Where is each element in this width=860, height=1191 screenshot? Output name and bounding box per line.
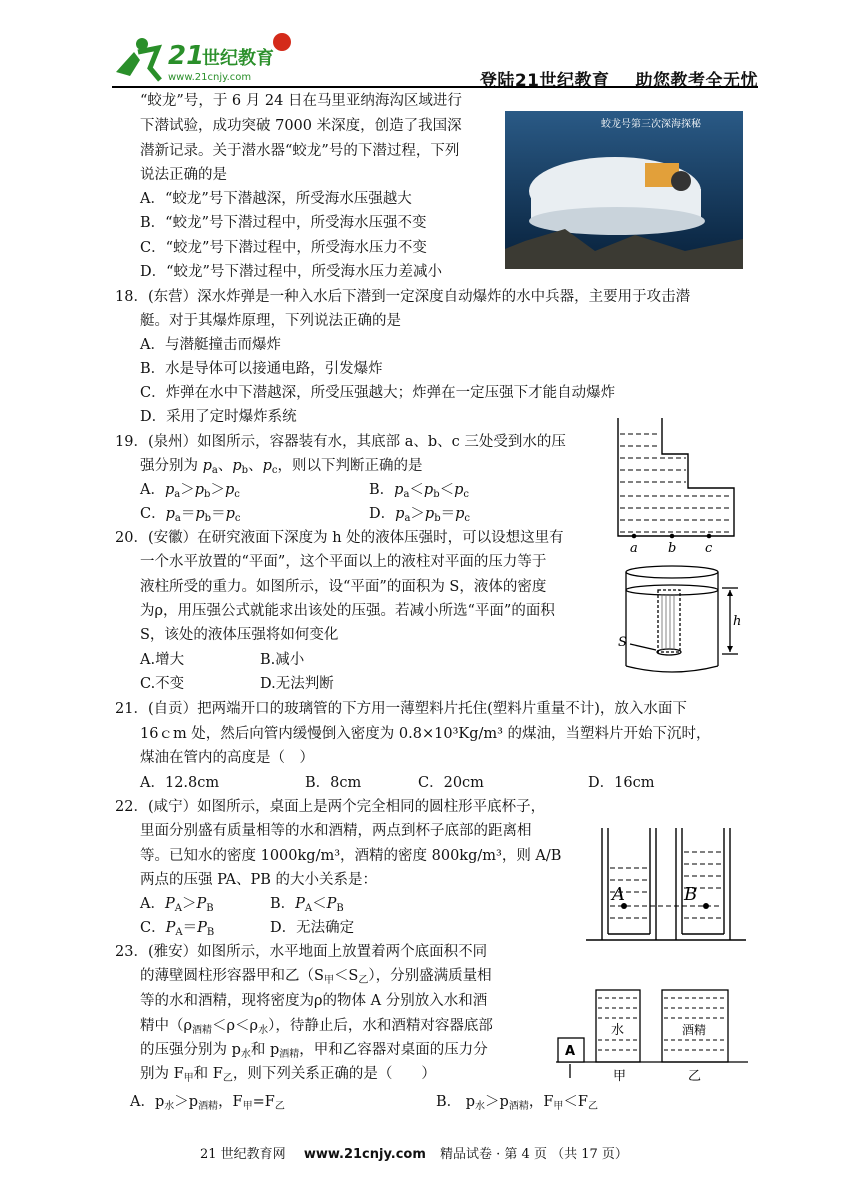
page-footer <box>200 1143 628 1162</box>
q23-containers-diagram <box>556 984 750 1086</box>
q20-line: 为ρ，用压强公式就能求出该处的压强。若减小所选“平面”的面积 <box>140 603 555 619</box>
label-h: h <box>733 614 742 629</box>
q17-option-b: B．“蛟龙”号下潜过程中，所受海水压强不变 <box>140 215 427 231</box>
q18-option-c: C．炸弹在水中下潜越深，所受压强越大；炸弹在一定压强下才能自动爆炸 <box>140 385 616 401</box>
photo-caption: 蛟龙号第三次深海探秘 <box>601 119 701 130</box>
q19-container-diagram <box>612 414 742 556</box>
q23-line: 的薄壁圆柱形容器甲和乙$(S_甲<S_乙)$，分别盛满质量相 <box>140 968 492 986</box>
q17-option-a: A．“蛟龙”号下潜越深，所受海水压强越大 <box>140 191 412 207</box>
svg-text:21: 21 <box>168 41 205 71</box>
footer-page: 精品试卷 · 第 4 页 （共 17 页） <box>440 1147 628 1162</box>
q21-line: 21．(自贡）把两端开口的玻璃管的下方用一薄塑料片托住(塑料片重量不计)，放入水面下 <box>115 701 687 717</box>
q17-line: 说法正确的是 <box>140 167 227 183</box>
slogan-2: 助您教考全无忧 <box>635 71 758 91</box>
q19-line-post: ，则以下判断正确的是 <box>277 458 423 474</box>
q22-line: 22．(咸宁）如图所示，桌面上是两个完全相同的圆柱形平底杯子， <box>115 799 546 815</box>
q21-line: 煤油在管内的高度是（ ） <box>140 750 314 766</box>
q18-line: 艇。对于其爆炸原理，下列说法正确的是 <box>140 313 401 329</box>
q19-line: 强分别为 $p_a$、$p_b$、$p_c$，则以下判断正确的是 <box>140 458 423 476</box>
q22-line: 两点的压强 PA、PB 的大小关系是： <box>140 872 378 888</box>
label-A: A <box>612 884 625 905</box>
label-b: b <box>668 541 677 556</box>
q17-line: 潜新记录。关于潜水器“蛟龙”号的下潜过程，下列 <box>140 143 460 159</box>
q22-cups-diagram <box>586 822 748 944</box>
q22-line: 等。已知水的密度 1000kg/m³，酒精的密度 800kg/m³，则 A/B <box>140 848 562 864</box>
q18-option-a: A．与潜艇撞击而爆炸 <box>140 337 281 353</box>
water-label: 水 <box>611 1023 625 1038</box>
q17-option-c: C．“蛟龙”号下潜过程中，所受海水压力不变 <box>140 240 427 256</box>
q18-option-b: B．水是导体可以接通电路，引发爆炸 <box>140 361 383 377</box>
container-yi-label: 乙 <box>688 1069 702 1084</box>
q22-option-d: D．无法确定 <box>270 920 355 936</box>
q22-option-a: A．$P_A>P_B$ <box>140 896 214 914</box>
q20-line: 液柱所受的重力。如图所示，设“平面”的面积为 S，液体的密度 <box>140 579 547 595</box>
q19-option-a: A．$p_a>p_b>p_c$ <box>140 482 240 500</box>
alcohol-label: 酒精 <box>682 1023 707 1037</box>
q23-line: 的压强分别为 $p_水$和 $p_{酒精}$，甲和乙容器对桌面的压力分 <box>140 1042 488 1060</box>
q20-cylinder-diagram <box>612 562 742 680</box>
q23-option-b: B． $p_水>p_{酒精}$，$F_甲<F_乙$ <box>436 1094 598 1112</box>
q21-option-b: B．8cm <box>305 775 362 791</box>
site-logo <box>110 28 300 84</box>
header-rule <box>112 86 758 88</box>
footer-left: 21 世纪教育网 <box>200 1147 286 1162</box>
label-B: B <box>684 884 698 905</box>
label-s: S <box>618 635 627 650</box>
q19-option-c: C．$p_a=p_b=p_c$ <box>140 506 241 524</box>
page-header <box>110 14 760 91</box>
q22-line: 里面分别盛有质量相等的水和酒精，两点到杯子底部的距离相 <box>140 823 532 839</box>
slogan-1: 登陆21世纪教育 <box>479 71 610 91</box>
q20-option-a: A.增大 <box>140 652 185 668</box>
q20-line: 一个水平放置的“平面”，这个平面以上的液柱对平面的压力等于 <box>140 554 547 570</box>
label-a: a <box>630 541 638 556</box>
svg-text:www.21cnjy.com: www.21cnjy.com <box>168 72 252 83</box>
container-jia-label: 甲 <box>613 1069 627 1084</box>
label-c: c <box>705 541 713 556</box>
q19-line: 19．(泉州）如图所示，容器装有水，其底部 a、b、c 三处受到水的压 <box>115 434 566 450</box>
q20-option-d: D.无法判断 <box>260 676 334 692</box>
q19-option-b: B．$p_a<p_b<p_c$ <box>369 482 470 500</box>
q23-line: 等的水和酒精，现将密度为ρ的物体 A 分别放入水和酒 <box>140 993 488 1009</box>
q18-line: 18．(东营）深水炸弹是一种入水后下潜到一定深度自动爆炸的水中兵器，主要用于攻击潜 <box>115 289 691 305</box>
q19-option-d: D．$p_a>p_b=p_c$ <box>369 506 471 524</box>
footer-url: www.21cnjy.com <box>303 1147 426 1162</box>
submarine-photo <box>505 111 743 269</box>
q20-option-b: B.减小 <box>260 652 305 668</box>
q23-line: 23．(雅安）如图所示，水平地面上放置着两个底面积不同 <box>115 944 488 960</box>
q20-line: S，该处的液体压强将如何变化 <box>140 627 339 643</box>
q19-line-pre: 强分别为 <box>140 458 203 474</box>
q17-option-d: D．“蛟龙”号下潜过程中，所受海水压力差减小 <box>140 264 442 280</box>
q21-option-a: A．12.8cm <box>140 775 220 791</box>
q22-option-c: C．$P_A=P_B$ <box>140 920 215 938</box>
q21-option-c: C．20cm <box>418 775 484 791</box>
q17-line: 下潜试验，成功突破 7000 米深度，创造了我国深 <box>140 118 462 134</box>
q23-option-a: A．$p_水>p_{酒精}$，$F_甲=F_乙$ <box>130 1094 285 1112</box>
q20-line: 20．(安徽）在研究液面下深度为 h 处的液体压强时，可以设想这里有 <box>115 530 564 546</box>
svg-text:世纪教育: 世纪教育 <box>202 48 274 69</box>
q21-option-d: D．16cm <box>588 775 655 791</box>
q23-line: 别为 $F_甲$和 $F_乙$，则下列关系正确的是（ ） <box>140 1066 436 1084</box>
q17-line: “蛟龙”号，于 6 月 24 日在马里亚纳海沟区域进行 <box>140 93 462 109</box>
q22-option-b: B．$P_A<P_B$ <box>270 896 344 914</box>
q20-option-c: C.不变 <box>140 676 185 692</box>
q23-line: 精中$(\rho_{酒精}<\rho<\rho_水)$，待静止后，水和酒精对容器底部 <box>140 1018 493 1036</box>
q18-option-d: D．采用了定时爆炸系统 <box>140 409 297 425</box>
block-label: A <box>565 1044 576 1059</box>
q21-line: 16ｃm 处，然后向管内缓慢倒入密度为 0.8×10³Kg/m³ 的煤油，当塑料片开始下沉时， <box>140 726 711 742</box>
